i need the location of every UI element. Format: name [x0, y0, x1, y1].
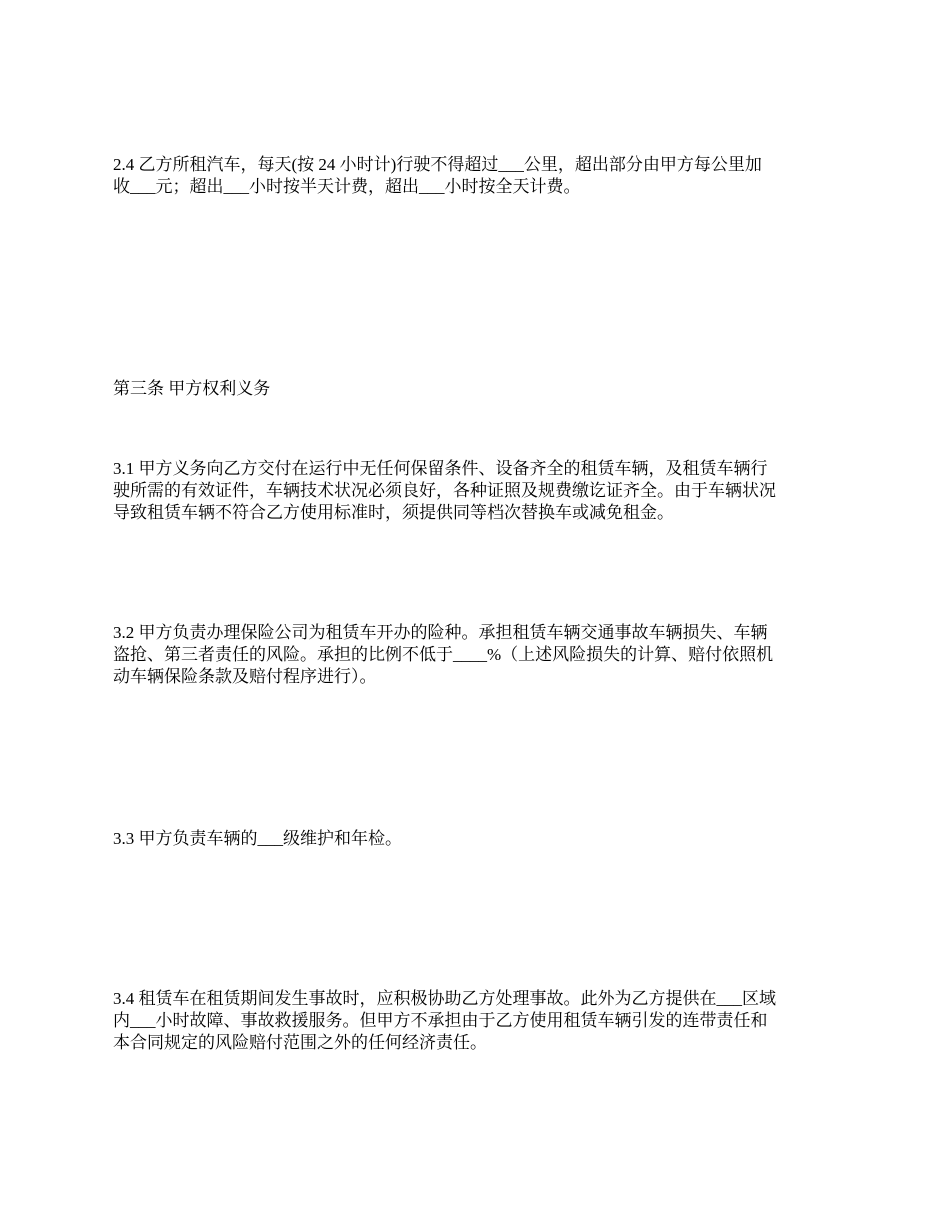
clause-3-3 — [113, 828, 843, 850]
clause-3-4-line: 本合同规定的风险赔付范围之外的任何经济责任。 — [113, 1033, 487, 1052]
clause-3-4-line: 3.4 租赁车在租赁期间发生事故时，应积极协助乙方处理事故。此外为乙方提供在___区域 — [113, 989, 776, 1008]
clause-3-4-line: 内___小时故障、事故救援服务。但甲方不承担由于乙方使用租赁车辆引发的连带责任和 — [113, 1011, 768, 1030]
clause-3-4 — [113, 988, 843, 1054]
clause-3-1-line: 导致租赁车辆不符合乙方使用标准时，须提供同等档次替换车或减免租金。 — [113, 503, 674, 522]
clause-3-2 — [113, 622, 843, 688]
clause-3-2-line: 3.2 甲方负责办理保险公司为租赁车开办的险种。承担租赁车辆交通事故车辆损失、车辆 — [113, 623, 768, 642]
clause-3-1-line: 3.1 甲方义务向乙方交付在运行中无任何保留条件、设备齐全的租赁车辆，及租赁车辆行 — [113, 459, 768, 478]
clause-3-3-line: 3.3 甲方负责车辆的___级维护和年检。 — [113, 829, 402, 848]
article-3-heading-text: 第三条 甲方权利义务 — [113, 379, 271, 398]
clause-3-2-line: 动车辆保险条款及赔付程序进行）。 — [113, 667, 377, 686]
clause-3-2-line: 盗抢、第三者责任的风险。承担的比例不低于____%（上述风险损失的计算、赔付依照机 — [113, 645, 774, 664]
clause-3-1 — [113, 458, 843, 524]
article-3-heading — [113, 378, 843, 400]
clause-3-1-line: 驶所需的有效证件，车辆技术状况必须良好，各种证照及规费缴讫证齐全。由于车辆状况 — [113, 481, 776, 500]
clause-2-4 — [113, 154, 843, 198]
clause-2-4-line: 2.4 乙方所租汽车，每天(按 24 小时计)行驶不得超过___公里，超出部分由甲方每公里加 — [113, 155, 762, 174]
clause-2-4-line: 收___元；超出___小时按半天计费，超出___小时按全天计费。 — [113, 177, 581, 196]
